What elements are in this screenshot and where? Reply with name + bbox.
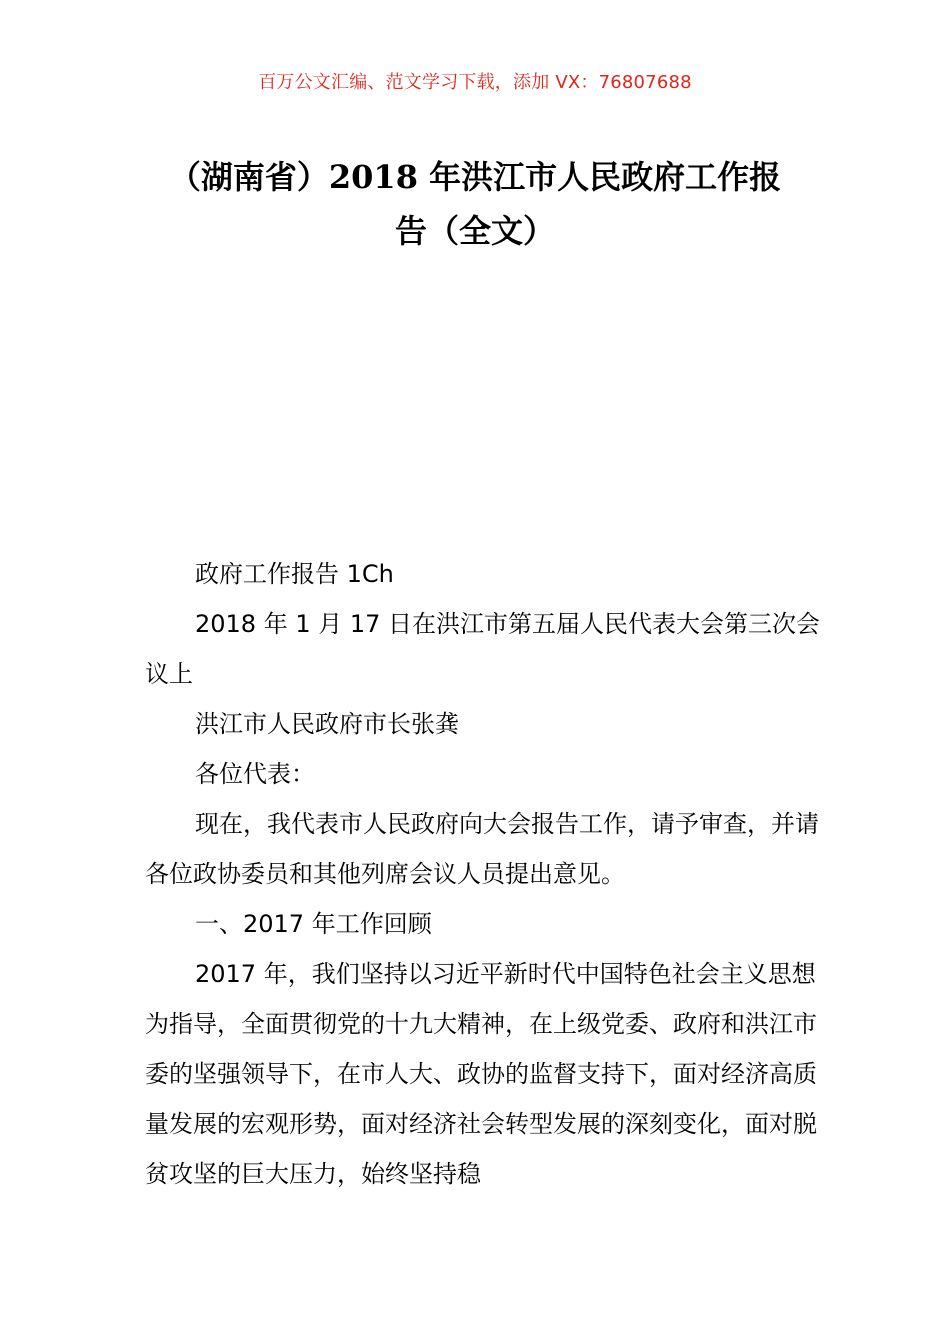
document-body [145,549,835,1199]
document-title [143,150,807,258]
title-line-2: 告（全文） [394,212,555,250]
paragraph-opening: 现在，我代表市人民政府向大会报告工作，请予审查，并请各位政协委员和其他列席会议人员提出意见。 [145,810,819,888]
title-line-1: （湖南省）2018 年洪江市人民政府工作报 [168,158,782,196]
paragraph-meeting-date: 2018 年 1 月 17 日在洪江市第五届人民代表大会第三次会议上 [145,610,821,688]
paragraph-speaker: 洪江市人民政府市长张龚 [195,710,459,738]
paragraph-review-body: 2017 年，我们坚持以习近平新时代中国特色社会主义思想为指导，全面贯彻党的十九大精神，在上级党委、政府和洪江市委的坚强领导下，在市人大、政协的监督支持下，面对经济高质量发展的宏观形势，面对经济社会转型发展的深刻变化，面对脱贫攻坚的巨大压力，始终坚持稳 [145,960,817,1188]
paragraph-salutation: 各位代表： [195,760,315,788]
header-promo-note: 百万公文汇编、范文学习下载，添加 VX：76807688 [258,72,692,93]
paragraph-report-label: 政府工作报告 1Ch [195,560,394,588]
section-heading-review: 一、2017 年工作回顾 [195,910,432,938]
